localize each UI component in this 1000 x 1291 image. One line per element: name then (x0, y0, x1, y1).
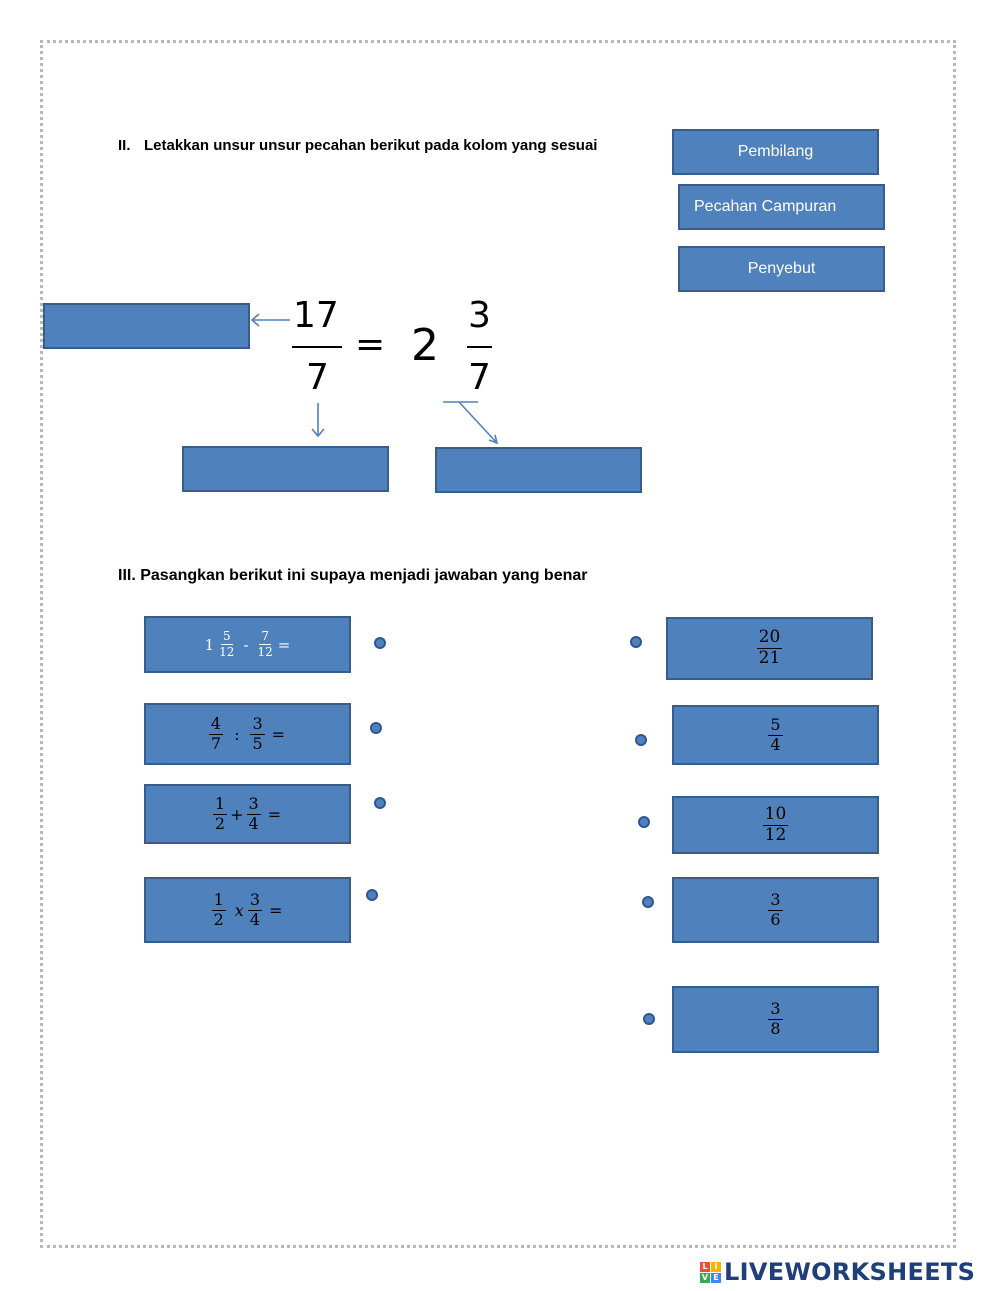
question-box-2 (144, 703, 351, 765)
section-3-title: Pasangkan berikut ini supaya menjadi jawaban yang benar (140, 567, 588, 584)
question-box-3 (144, 784, 351, 844)
q1-fraction-2: $\frac{7}{12}$ (257, 629, 273, 659)
section-3-number: III. (118, 567, 136, 584)
q3-fraction-1: $\frac{1}{2}$ (214, 793, 226, 833)
logo-letter-i: I (711, 1262, 721, 1272)
q2-operator: : (234, 724, 240, 744)
liveworksheets-logo (700, 1258, 975, 1286)
q4-fraction-1: $\frac{1}{2}$ (213, 889, 224, 929)
drop-zone-bottom-right[interactable] (435, 447, 642, 493)
equation-numerator: 17 (293, 295, 339, 336)
draggable-penyebut[interactable]: Penyebut (678, 246, 885, 292)
question-dot-2[interactable] (370, 722, 382, 734)
q1-operator: - (243, 635, 249, 654)
answer-box-2 (672, 705, 879, 765)
section-3-heading (118, 567, 588, 585)
draggable-pecahan-campuran[interactable]: Pecahan Campuran (678, 184, 885, 230)
answer-dot-1[interactable] (630, 636, 642, 648)
logo-icon (700, 1262, 721, 1283)
equation-denominator: 7 (306, 357, 329, 398)
a1-fraction: $\frac{20}{21}$ (758, 627, 781, 668)
answer-box-4 (672, 877, 879, 943)
question-dot-3[interactable] (374, 797, 386, 809)
section-2-number: II. (118, 137, 131, 154)
question-dot-1[interactable] (374, 637, 386, 649)
q4-fraction-2: $\frac{3}{4}$ (249, 889, 260, 929)
a2-fraction: $\frac{5}{4}$ (770, 714, 781, 754)
logo-letter-v: V (701, 1273, 709, 1282)
q2-fraction-1: $\frac{4}{7}$ (210, 713, 222, 753)
equation-mixed-denominator: 7 (468, 357, 491, 398)
answer-box-1 (666, 617, 873, 680)
a5-fraction: $\frac{3}{8}$ (770, 999, 781, 1038)
q1-whole: 1 (204, 635, 215, 654)
equation-mixed-numerator: 3 (468, 295, 491, 336)
a3-fraction: $\frac{10}{12}$ (764, 803, 787, 845)
equation-whole-number: 2 (411, 320, 439, 371)
q1-equals: = (277, 635, 291, 654)
equation-equals: = (355, 324, 386, 365)
answer-dot-3[interactable] (638, 816, 650, 828)
drop-zone-left[interactable] (43, 303, 250, 349)
answer-dot-4[interactable] (642, 896, 654, 908)
draggable-pembilang[interactable]: Pembilang (672, 129, 879, 175)
q3-fraction-2: $\frac{3}{4}$ (248, 793, 259, 833)
q2-fraction-2: $\frac{3}{5}$ (252, 713, 263, 753)
question-box-4 (144, 877, 351, 943)
logo-text: LIVEWORKSHEETS (724, 1258, 976, 1286)
logo-letter-l: L (700, 1262, 710, 1272)
q3-operator: + (230, 804, 244, 824)
answer-dot-5[interactable] (643, 1013, 655, 1025)
answer-box-5 (672, 986, 879, 1053)
a4-fraction: $\frac{3}{6}$ (770, 889, 781, 929)
arrow-to-right-box (459, 402, 497, 443)
answer-box-3 (672, 796, 879, 854)
equation-arrows (0, 0, 1000, 520)
question-box-1 (144, 616, 351, 673)
q4-operator: x (234, 900, 244, 920)
q1-fraction-1: $\frac{5}{12}$ (219, 629, 235, 659)
answer-dot-2[interactable] (635, 734, 647, 746)
q4-equals: = (269, 900, 283, 920)
q2-equals: = (271, 724, 286, 744)
question-dot-4[interactable] (366, 889, 378, 901)
drop-zone-bottom-left[interactable] (182, 446, 389, 492)
section-2-title: Letakkan unsur unsur pecahan berikut pada kolom yang sesuai (144, 137, 598, 154)
q3-equals: = (267, 804, 282, 824)
logo-letter-e: E (711, 1273, 721, 1283)
